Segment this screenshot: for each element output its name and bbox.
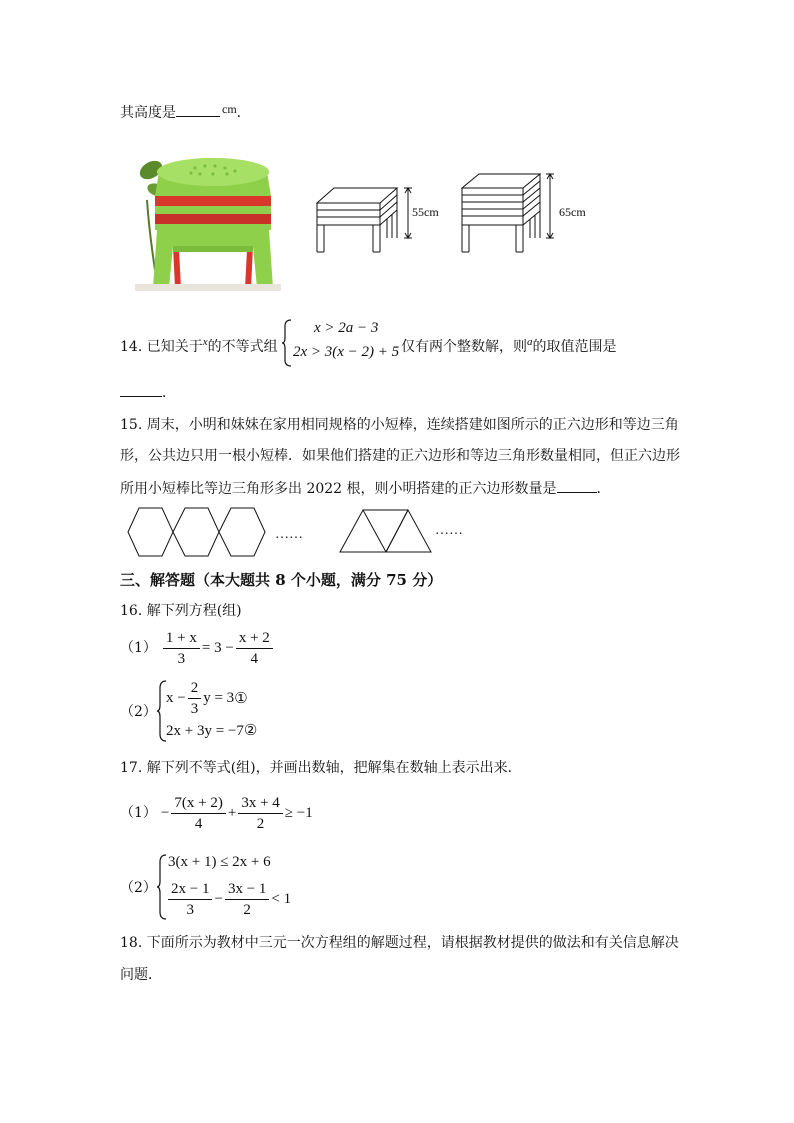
q18-text-1: 下面所示为教材中三元一次方程组的解题过程，请根据教材提供的做法和有关信息解决 <box>146 935 679 951</box>
q14-answer <box>120 382 176 403</box>
q15-line3 <box>120 478 611 499</box>
q18-number: 18. <box>120 935 143 951</box>
ellipsis-triangles: …… <box>435 523 463 538</box>
stool-diagram-three <box>317 188 412 252</box>
q13-prefix: 其高度是 <box>120 105 176 121</box>
q16-p1-rhs-den: 4 <box>250 650 259 667</box>
q17-p2-ineq2 <box>166 878 291 920</box>
hexagon-chain <box>128 508 265 556</box>
stool-photo-svg <box>135 150 281 291</box>
q17-p1-f2-den: 2 <box>256 815 265 832</box>
q14-number: 14. <box>120 339 143 355</box>
q16-p2-eq1-mark: ① <box>234 690 248 707</box>
q15-number: 15. <box>120 417 143 433</box>
q15-line1 <box>120 415 679 435</box>
label-65cm: 65cm <box>559 205 586 219</box>
ellipsis-hexagons: …… <box>275 527 303 542</box>
q14-text-d: 的取值范围是 <box>532 339 617 355</box>
q16-p2-eq1-b: y = 3 <box>203 689 235 706</box>
q16-p2-eq1-fraction <box>188 678 202 719</box>
q16-title-line <box>120 601 242 621</box>
q17-p2-f1-den: 3 <box>186 901 194 918</box>
q14-text-b: 的不等式组 <box>207 339 278 355</box>
q16-part1 <box>120 626 275 670</box>
q16-p2-label: （2） <box>120 704 157 720</box>
q14-var-a: a <box>527 336 533 348</box>
label-55cm: 55cm <box>412 205 439 219</box>
q14-line-2 <box>401 337 617 358</box>
q17-p2-f2-den: 2 <box>243 901 251 918</box>
q14-text-a: 已知关于 <box>146 339 203 355</box>
q17-p1-label: （1） <box>120 805 157 821</box>
q17-p1-fraction-1 <box>171 793 225 834</box>
q16-p2-eq2-mark: ② <box>243 723 258 739</box>
q13-blank[interactable] <box>176 102 220 117</box>
q14-line <box>120 337 278 358</box>
q17-p1-f2-num: 3x + 4 <box>238 793 282 814</box>
q17-p2-label: （2） <box>120 880 157 896</box>
q16-p2-eq1-den: 3 <box>190 700 199 717</box>
q17-p2-rel: < 1 <box>271 890 292 907</box>
stool-diagram-five <box>462 174 554 252</box>
q13-answer-line <box>120 102 251 123</box>
section-3-heading: 三、解答题（本大题共 8 个小题，满分 75 分） <box>120 571 443 589</box>
stool-diagrams <box>312 170 612 260</box>
q15-text-2: 形，公共边只用一根小短棒．如果他们搭建的正六边形和等边三角形数量相同，但正六边形 <box>120 448 680 464</box>
q14-var-x: x <box>202 336 208 348</box>
q14-text-c: 仅有两个整数解，则 <box>401 339 527 355</box>
q16-p1-lhs-fraction <box>163 628 200 669</box>
q17-p1-sign: − <box>160 804 170 821</box>
q15-figures-svg <box>125 504 485 560</box>
q16-number: 16. <box>120 603 143 619</box>
q14-end: ． <box>162 385 176 401</box>
q17-part2 <box>120 852 340 922</box>
q16-p1-label: （1） <box>120 640 157 656</box>
q16-part2 <box>120 678 320 744</box>
q17-p1-f1-den: 4 <box>194 815 203 832</box>
q16-p2-eq2 <box>166 720 257 740</box>
q17-p1-f1-num: 7(x + 2) <box>171 793 225 814</box>
q17-number: 17. <box>120 760 143 776</box>
q17-title: 解下列不等式(组)，并画出数轴，把解集在数轴上表示出来． <box>146 760 522 776</box>
q17-p2-fraction-1 <box>168 879 212 920</box>
q17-title-line <box>120 758 522 778</box>
q14-ineq1: x > 2a − 3 <box>314 320 379 336</box>
q18-text-2: 问题． <box>120 967 162 983</box>
q17-p2-fraction-2 <box>225 879 269 920</box>
q14-blank[interactable] <box>120 382 162 397</box>
q16-p2-eq2-text: 2x + 3y = −7 <box>166 723 244 739</box>
q16-p1-mid: = 3 − <box>201 639 234 656</box>
q16-p2-eq1-num: 2 <box>188 678 202 699</box>
q16-p2-eq1 <box>166 678 248 718</box>
q16-p1-lhs-num: 1 + x <box>163 628 200 649</box>
q15-text-1: 周末，小明和妹妹在家用相同规格的小短棒，连续搭建如图所示的正六边形和等边三角 <box>146 417 679 433</box>
q17-p2-minus: − <box>214 890 223 907</box>
q17-p2-f2-num: 3x − 1 <box>225 879 269 900</box>
q15-end: ． <box>596 481 611 497</box>
q13-period: ． <box>236 105 251 121</box>
q17-part1 <box>120 791 313 835</box>
q14-brace <box>281 318 293 368</box>
q18-line1 <box>120 933 679 953</box>
stool-photo <box>135 150 281 291</box>
q15-text-3: 所用小短棒比等边三角形多出 2022 根，则小明搭建的正六边形数量是 <box>120 481 557 497</box>
q17-p2-f1-num: 2x − 1 <box>168 879 212 900</box>
q13-unit: cm <box>222 102 237 116</box>
q16-p2-eq1-a: x − <box>166 689 186 706</box>
stool-diagrams-svg <box>312 170 612 260</box>
triangle-chain <box>340 510 431 552</box>
q14-ineq2: 2x > 3(x − 2) + 5 <box>293 344 400 360</box>
q16-p1-lhs-den: 3 <box>177 650 186 667</box>
q15-figures <box>125 504 485 560</box>
q17-p1-fraction-2 <box>238 793 282 834</box>
q16-p1-rhs-fraction <box>236 628 273 669</box>
q15-blank[interactable] <box>557 478 597 493</box>
q17-p1-plus: + <box>227 804 237 821</box>
q17-p2-ineq1: 3(x + 1) ≤ 2x + 6 <box>168 854 271 870</box>
q16-title: 解下列方程(组) <box>146 603 242 619</box>
q16-p1-rhs-num: x + 2 <box>236 628 273 649</box>
q17-p1-rel: ≥ −1 <box>284 804 313 821</box>
